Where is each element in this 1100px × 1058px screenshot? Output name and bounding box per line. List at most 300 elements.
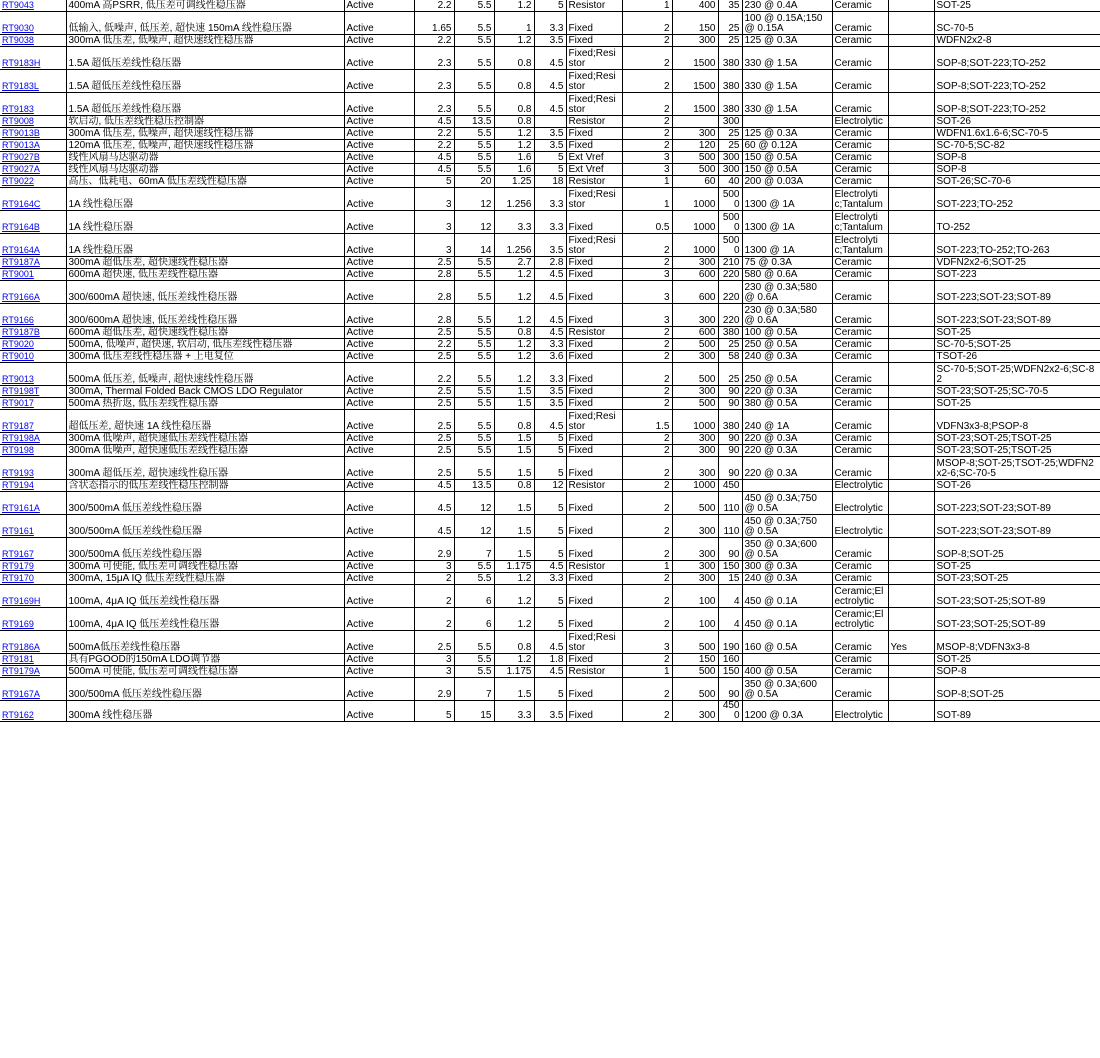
table-row [0,257,1100,269]
part-number-link[interactable]: RT9198T [2,386,40,396]
vin-min-cell: 4.5 [414,480,454,492]
vin-min-cell: 2.8 [414,304,454,327]
vout-type-cell: Resistor [566,666,622,678]
part-number-link[interactable]: RT9198 [2,445,34,455]
status-cell: Active [344,678,414,701]
table-row [0,515,1100,538]
vin-max-cell: 5.5 [454,631,494,654]
part-number-link[interactable]: RT9169H [2,596,41,606]
extra-cell [888,573,934,585]
vout-min-cell: 1.5 [494,445,534,457]
status-cell: Active [344,561,414,573]
iout-cell: 400 [672,0,718,12]
part-number-link[interactable]: RT9183L [2,81,39,91]
iout-cell [672,116,718,128]
capacitor-cell: Ceramic [832,351,888,363]
package-cell: SOT-223;SOT-23;SOT-89 [934,515,1100,538]
table-row [0,164,1100,176]
vin-max-cell: 5.5 [454,561,494,573]
capacitor-cell: Ceramic [832,128,888,140]
vout-type-cell: Fixed [566,35,622,47]
package-cell: SOT-23;SOT-25;SC-70-5 [934,386,1100,398]
part-number-link[interactable]: RT9187B [2,327,40,337]
status-cell: Active [344,93,414,116]
vout-min-cell: 1.5 [494,515,534,538]
part-number-link[interactable]: RT9027B [2,152,40,162]
package-cell: SC-70-5;SOT-25;WDFN2x2-6;SC-82 [934,363,1100,386]
capacitor-cell: Ceramic [832,164,888,176]
table-row [0,0,1100,12]
param-cell: 2 [622,608,672,631]
extra-cell [888,93,934,116]
vin-min-cell: 3 [414,234,454,257]
part-number-cell [0,573,66,585]
status-cell: Active [344,176,414,188]
extra-cell [888,164,934,176]
extra-cell [888,128,934,140]
capacitor-cell: Ceramic [832,152,888,164]
extra-cell [888,410,934,433]
table-row [0,116,1100,128]
param-cell: 3 [622,631,672,654]
package-cell: VDFN2x2-6;SOT-25 [934,257,1100,269]
iout-cell: 300 [672,701,718,722]
param-cell: 2 [622,234,672,257]
status-cell: Active [344,116,414,128]
table-row [0,70,1100,93]
extra-cell [888,457,934,480]
part-number-cell [0,70,66,93]
vin-min-cell: 2.3 [414,93,454,116]
vin-min-cell: 2 [414,608,454,631]
package-cell: SOP-8 [934,152,1100,164]
iout-cell: 100 [672,585,718,608]
status-cell: Active [344,152,414,164]
part-number-cell [0,12,66,35]
dropout-cell: 250 @ 0.5A [742,339,832,351]
vin-max-cell: 12 [454,211,494,234]
vout-type-cell: Fixed [566,211,622,234]
capacitor-cell: Electrolytic;Tantalum [832,188,888,211]
vout-min-cell: 1.256 [494,234,534,257]
description-cell: 300mA, Thermal Folded Back CMOS LDO Regulator [66,386,344,398]
dropout-cell: 150 @ 0.5A [742,152,832,164]
part-number-link[interactable]: RT9183 [2,104,34,114]
vout-type-cell: Fixed;Resistor [566,631,622,654]
table-row [0,176,1100,188]
extra-cell [888,152,934,164]
vout-min-cell: 1.5 [494,492,534,515]
vin-max-cell: 13.5 [454,480,494,492]
part-number-cell [0,35,66,47]
part-number-link[interactable]: RT9187A [2,257,40,267]
part-number-cell [0,654,66,666]
extra-cell [888,561,934,573]
part-number-link[interactable]: RT9164C [2,199,41,209]
vin-min-cell: 2.5 [414,445,454,457]
vout-max-cell: 3.5 [534,140,566,152]
vin-max-cell: 5.5 [454,0,494,12]
package-cell: MSOP-8;VDFN3x3-8 [934,631,1100,654]
vout-type-cell: Fixed [566,398,622,410]
param-cell: 0.5 [622,211,672,234]
iout-cell: 1000 [672,211,718,234]
dropout-cell [742,654,832,666]
iout-cell: 500 [672,631,718,654]
part-number-link[interactable]: RT9194 [2,480,34,490]
capacitor-cell: Ceramic [832,410,888,433]
table-row [0,608,1100,631]
vout-type-cell: Resistor [566,176,622,188]
description-cell: 低输入, 低噪声, 低压差, 超快速 150mA 线性稳压器 [66,12,344,35]
capacitor-cell: Electrolytic;Tantalum [832,234,888,257]
vout-type-cell: Fixed;Resistor [566,234,622,257]
table-row [0,573,1100,585]
vout-type-cell: Fixed [566,573,622,585]
extra-cell [888,654,934,666]
iq-cell: 380 [718,47,742,70]
vout-min-cell: 1.5 [494,678,534,701]
vout-max-cell: 4.5 [534,269,566,281]
iout-cell: 500 [672,152,718,164]
extra-cell [888,0,934,12]
part-number-link[interactable]: RT9170 [2,573,34,583]
param-cell: 2 [622,12,672,35]
description-cell: 具有PGOOD的150mA LDO调节器 [66,654,344,666]
iq-cell: 25 [718,12,742,35]
package-cell: SC-70-5;SC-82 [934,140,1100,152]
param-cell: 1 [622,176,672,188]
vout-type-cell: Fixed [566,433,622,445]
dropout-cell [742,116,832,128]
vout-type-cell: Resistor [566,327,622,339]
vout-type-cell: Fixed [566,339,622,351]
table-row [0,281,1100,304]
part-number-link[interactable]: RT9013 [2,374,34,384]
description-cell: 300mA 低压差, 低噪声, 超快速线性稳压器 [66,128,344,140]
dropout-cell: 125 @ 0.3A [742,128,832,140]
part-number-cell [0,211,66,234]
package-cell: SOT-23;SOT-25;SOT-89 [934,585,1100,608]
package-cell: SOT-23;SOT-25;TSOT-25 [934,433,1100,445]
vout-max-cell: 3.3 [534,12,566,35]
part-number-cell [0,269,66,281]
status-cell: Active [344,0,414,12]
part-number-cell [0,701,66,722]
part-number-link[interactable]: RT9179A [2,666,40,676]
vout-type-cell: Resistor [566,480,622,492]
vout-max-cell: 5 [534,538,566,561]
part-number-link[interactable]: RT9027A [2,164,40,174]
status-cell: Active [344,608,414,631]
part-number-link[interactable]: RT9010 [2,351,34,361]
status-cell: Active [344,573,414,585]
vin-min-cell: 2.2 [414,363,454,386]
part-number-link[interactable]: RT9166A [2,292,40,302]
part-number-link[interactable]: RT9181 [2,654,34,664]
vin-min-cell: 4.5 [414,152,454,164]
extra-cell [888,398,934,410]
vout-min-cell: 1.2 [494,351,534,363]
extra-cell [888,188,934,211]
description-cell: 300/600mA 超快速, 低压差线性稳压器 [66,281,344,304]
vin-min-cell: 3 [414,561,454,573]
part-number-link[interactable]: RT9164A [2,245,40,255]
status-cell: Active [344,538,414,561]
vout-type-cell: Fixed [566,492,622,515]
part-number-cell [0,351,66,363]
vout-type-cell: Fixed [566,269,622,281]
extra-cell [888,211,934,234]
iout-cell: 1000 [672,480,718,492]
vin-min-cell: 3 [414,666,454,678]
iout-cell: 600 [672,281,718,304]
iq-cell: 25 [718,339,742,351]
vin-max-cell: 5.5 [454,433,494,445]
vout-max-cell: 4.5 [534,561,566,573]
vout-min-cell: 1.175 [494,666,534,678]
part-number-link[interactable]: RT9020 [2,339,34,349]
param-cell: 2 [622,480,672,492]
package-cell: SOT-25 [934,654,1100,666]
part-number-link[interactable]: RT9198A [2,433,40,443]
description-cell: 500mA 低压差, 低噪声, 超快速线性稳压器 [66,363,344,386]
vout-type-cell: Fixed [566,538,622,561]
description-cell: 含状态指示的低压差线性稳压控制器 [66,480,344,492]
vout-min-cell: 1.2 [494,140,534,152]
iq-cell: 5000 [718,211,742,234]
package-cell: SOT-23;SOT-25 [934,573,1100,585]
vout-min-cell: 1.2 [494,0,534,12]
vin-max-cell: 13.5 [454,116,494,128]
vout-type-cell: Fixed;Resistor [566,47,622,70]
vin-min-cell: 5 [414,176,454,188]
description-cell: 500mA 热折返, 低压差线性稳压器 [66,398,344,410]
vin-max-cell: 12 [454,188,494,211]
dropout-cell: 220 @ 0.3A [742,445,832,457]
dropout-cell: 200 @ 0.03A [742,176,832,188]
vin-max-cell: 5.5 [454,12,494,35]
table-row [0,304,1100,327]
capacitor-cell: Ceramic [832,140,888,152]
part-number-link[interactable]: RT9183H [2,58,41,68]
part-number-link[interactable]: RT9179 [2,561,34,571]
capacitor-cell: Ceramic [832,445,888,457]
vout-min-cell: 1.5 [494,386,534,398]
capacitor-cell: Ceramic [832,363,888,386]
part-number-link[interactable]: RT9043 [2,0,34,10]
table-row [0,480,1100,492]
extra-cell [888,538,934,561]
vin-max-cell: 5.5 [454,93,494,116]
vout-max-cell: 4.5 [534,410,566,433]
vout-type-cell: Fixed;Resistor [566,188,622,211]
part-number-cell [0,445,66,457]
vout-max-cell: 3.5 [534,701,566,722]
iq-cell: 5000 [718,188,742,211]
vout-type-cell: Fixed [566,128,622,140]
iout-cell: 1000 [672,410,718,433]
part-number-cell [0,152,66,164]
param-cell: 1 [622,0,672,12]
extra-cell [888,281,934,304]
dropout-cell: 240 @ 0.3A [742,573,832,585]
part-number-link[interactable]: RT9162 [2,710,34,720]
iq-cell: 90 [718,386,742,398]
part-number-link[interactable]: RT9161 [2,526,34,536]
table-row [0,269,1100,281]
vout-min-cell: 1.5 [494,538,534,561]
capacitor-cell: Ceramic [832,176,888,188]
iq-cell: 300 [718,116,742,128]
vout-max-cell [534,116,566,128]
table-row [0,12,1100,35]
dropout-cell: 220 @ 0.3A [742,457,832,480]
extra-cell [888,70,934,93]
vout-type-cell: Fixed [566,678,622,701]
vin-max-cell: 5.5 [454,654,494,666]
package-cell: SOT-26 [934,480,1100,492]
capacitor-cell: Ceramic [832,398,888,410]
table-row [0,701,1100,722]
iout-cell: 300 [672,128,718,140]
package-cell: SOP-8;SOT-25 [934,678,1100,701]
iq-cell: 300 [718,164,742,176]
part-number-link[interactable]: RT9186A [2,642,40,652]
table-row [0,433,1100,445]
param-cell: 2 [622,654,672,666]
capacitor-cell: Ceramic;Electrolytic [832,608,888,631]
vout-max-cell: 3.3 [534,363,566,386]
vout-type-cell: Fixed [566,363,622,386]
vout-max-cell: 5 [534,585,566,608]
vin-max-cell: 7 [454,678,494,701]
vin-min-cell: 2.3 [414,70,454,93]
iq-cell: 190 [718,631,742,654]
vout-min-cell: 1.6 [494,164,534,176]
vout-max-cell: 5 [534,608,566,631]
dropout-cell: 450 @ 0.3A;750 @ 0.5A [742,515,832,538]
iout-cell: 150 [672,12,718,35]
param-cell: 2 [622,433,672,445]
status-cell: Active [344,410,414,433]
part-number-cell [0,304,66,327]
vin-min-cell: 2.5 [414,631,454,654]
description-cell: 300/500mA 低压差线性稳压器 [66,538,344,561]
package-cell: SOP-8;SOT-223;TO-252 [934,93,1100,116]
status-cell: Active [344,327,414,339]
part-number-link[interactable]: RT9013A [2,140,40,150]
package-cell: SOP-8;SOT-223;TO-252 [934,47,1100,70]
vout-type-cell: Resistor [566,0,622,12]
iq-cell: 40 [718,176,742,188]
status-cell: Active [344,351,414,363]
vout-min-cell: 0.8 [494,327,534,339]
part-number-link[interactable]: RT9038 [2,35,34,45]
capacitor-cell: Ceramic [832,457,888,480]
description-cell: 超低压差, 超快速 1A 线性稳压器 [66,410,344,433]
vin-max-cell: 5.5 [454,70,494,93]
iout-cell: 300 [672,351,718,363]
vout-max-cell: 4.5 [534,327,566,339]
param-cell: 2 [622,257,672,269]
vin-min-cell: 5 [414,701,454,722]
iq-cell: 25 [718,35,742,47]
part-number-link[interactable]: RT9161A [2,503,40,513]
part-number-link[interactable]: RT9169 [2,619,34,629]
iout-cell: 150 [672,654,718,666]
part-number-cell [0,47,66,70]
capacitor-cell: Ceramic [832,573,888,585]
package-cell: SC-70-5 [934,12,1100,35]
part-number-link[interactable]: RT9022 [2,176,34,186]
param-cell: 2 [622,538,672,561]
vout-max-cell: 4.5 [534,47,566,70]
vout-max-cell: 4.5 [534,666,566,678]
vout-min-cell: 1.2 [494,269,534,281]
part-number-link[interactable]: RT9013B [2,128,40,138]
iout-cell: 600 [672,327,718,339]
dropout-cell: 1300 @ 1A [742,211,832,234]
vout-max-cell: 4.5 [534,70,566,93]
vout-type-cell: Fixed [566,351,622,363]
part-number-link[interactable]: RT9030 [2,23,34,33]
vin-min-cell: 2.5 [414,398,454,410]
part-number-link[interactable]: RT9017 [2,398,34,408]
dropout-cell: 230 @ 0.3A;580 @ 0.6A [742,281,832,304]
description-cell: 600mA 超低压差, 超快速线性稳压器 [66,327,344,339]
param-cell: 2 [622,573,672,585]
part-number-link[interactable]: RT9001 [2,269,34,279]
part-number-link[interactable]: RT9008 [2,116,34,126]
iq-cell: 35 [718,0,742,12]
description-cell: 1.5A 超低压差线性稳压器 [66,70,344,93]
vin-min-cell: 2.5 [414,327,454,339]
part-number-link[interactable]: RT9167A [2,689,40,699]
part-number-link[interactable]: RT9167 [2,549,34,559]
iq-cell: 5000 [718,234,742,257]
capacitor-cell: Ceramic [832,433,888,445]
package-cell: SOT-223;SOT-23;SOT-89 [934,304,1100,327]
param-cell: 3 [622,304,672,327]
part-number-cell [0,339,66,351]
part-number-cell [0,363,66,386]
description-cell: 300mA 线性稳压器 [66,701,344,722]
vin-min-cell: 2 [414,573,454,585]
extra-cell [888,445,934,457]
dropout-cell: 350 @ 0.3A;600 @ 0.5A [742,538,832,561]
vout-max-cell: 5 [534,515,566,538]
iq-cell: 220 [718,304,742,327]
package-cell: SOP-8 [934,666,1100,678]
capacitor-cell: Ceramic [832,631,888,654]
table-row [0,386,1100,398]
status-cell: Active [344,585,414,608]
package-cell: TO-252 [934,211,1100,234]
table-row [0,538,1100,561]
vout-max-cell: 3.5 [534,398,566,410]
dropout-cell: 60 @ 0.12A [742,140,832,152]
param-cell: 1.5 [622,410,672,433]
part-number-link[interactable]: RT9187 [2,421,34,431]
part-number-link[interactable]: RT9164B [2,222,40,232]
part-number-link[interactable]: RT9166 [2,315,34,325]
description-cell: 500mA 可使能, 低压差可调线性稳压器 [66,666,344,678]
part-number-link[interactable]: RT9193 [2,468,34,478]
iq-cell: 25 [718,363,742,386]
param-cell: 3 [622,152,672,164]
iout-cell: 500 [672,164,718,176]
